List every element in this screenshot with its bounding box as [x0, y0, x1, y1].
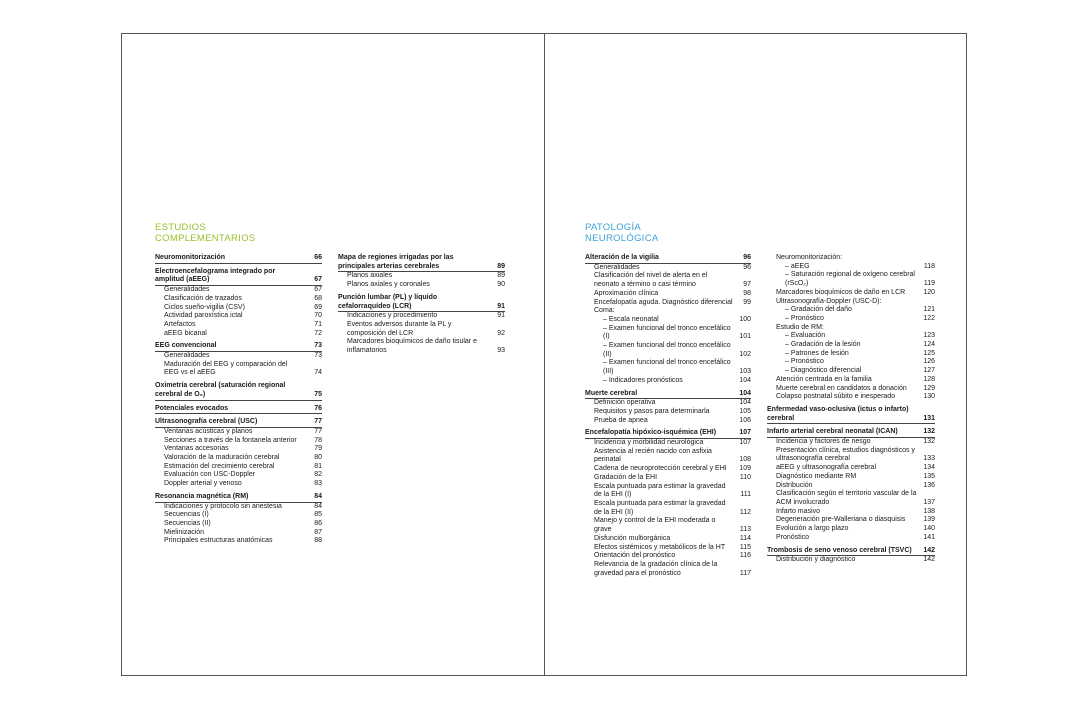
toc-section-heading: [767, 428, 935, 438]
toc-section-heading: [155, 405, 322, 415]
toc-page-number: 74: [314, 369, 322, 377]
toc-page-number: 139: [923, 516, 935, 524]
toc-entry-title: Doppler arterial y venoso: [164, 480, 242, 488]
toc-section-heading: [585, 254, 751, 264]
toc-entry: [338, 321, 505, 338]
toc-entry: [767, 464, 935, 473]
toc-entry-title: Muerte cerebral: [585, 389, 638, 397]
toc-entry-title: Colapso postnatal súbito e inesperado: [776, 393, 896, 401]
toc-page-number: 72: [314, 329, 322, 337]
toc-entry-title: Estudio de RM:: [776, 323, 824, 331]
toc-entry: [155, 352, 322, 361]
toc-entry-title: Principales estructuras anatómicas: [164, 537, 273, 545]
toc-entry: [585, 561, 751, 578]
toc-entry-title: Orientación del pronóstico: [594, 552, 676, 560]
toc-entry-title: Potenciales evocados: [155, 404, 229, 412]
toc-page-number: 107: [739, 429, 751, 437]
toc-entry-title: Incidencia y morbilidad neurológica: [594, 439, 704, 447]
toc-entry-title: Definición operativa: [594, 399, 656, 407]
section-title: [155, 222, 255, 244]
toc-entry: [155, 511, 322, 520]
toc-entry: [155, 437, 322, 446]
toc-page-number: 76: [314, 404, 322, 412]
toc-entry: [585, 465, 751, 474]
toc-section-heading: [338, 254, 505, 272]
toc-entry: [585, 552, 751, 561]
toc-entry: [585, 517, 751, 534]
section-title-line: ESTUDIOS: [155, 222, 206, 233]
toc-entry-title: Ultrasonografía cerebral (USC): [155, 418, 258, 426]
toc-entry: [767, 289, 935, 298]
toc-entry: [767, 556, 935, 565]
toc-page-number: 84: [314, 492, 322, 500]
toc-entry: [155, 295, 322, 304]
toc-page-number: 114: [739, 534, 751, 542]
toc-page-number: 104: [739, 399, 751, 407]
toc-entry: [767, 350, 935, 359]
toc-entry-title: Planos axiales y coronales: [347, 281, 430, 289]
toc-page-number: 118: [923, 262, 935, 270]
toc-page-number: 73: [314, 342, 322, 350]
toc-page-number: 86: [314, 519, 322, 527]
toc-entry: [585, 474, 751, 483]
toc-entry: [767, 324, 935, 333]
section-title-line: NEUROLÓGICA: [585, 233, 659, 244]
toc-entry-title: Infarto arterial cerebral neonatal (ICAN): [767, 428, 898, 436]
toc-entry: [767, 341, 935, 350]
toc-page-number: 93: [497, 347, 505, 355]
toc-entry-title: Electroencefalograma integrado por amplitud (aEEG): [155, 267, 276, 284]
toc-entry-title: Marcadores bioquímicos de daño tisular e inflamatorios: [347, 338, 477, 355]
toc-page-number: 120: [923, 288, 935, 296]
toc-entry: [585, 272, 751, 289]
toc-entry-title: Manejo y control de la EHI moderada o grave: [594, 517, 716, 534]
toc-entry-title: Trombosis de seno venoso cerebral (TSVC): [767, 546, 912, 554]
toc-page-number: 113: [739, 526, 751, 534]
toc-entry: [338, 281, 505, 290]
toc-entry: [767, 315, 935, 324]
toc-entry-title: Distribución: [776, 481, 813, 489]
toc-entry: [767, 438, 935, 447]
toc-entry: [767, 298, 935, 307]
toc-entry: [585, 535, 751, 544]
toc-entry-title: Artefactos: [164, 320, 196, 328]
toc-entry-title: Aproximación clínica: [594, 289, 659, 297]
toc-entry: [767, 376, 935, 385]
toc-entry-title: Secuencias (I): [164, 511, 209, 519]
toc-section-heading: [338, 294, 505, 312]
toc-page-number: 138: [923, 507, 935, 515]
toc-entry-title: Maduración del EEG y comparación del EEG vs el aEEG: [164, 360, 288, 377]
toc-section-heading: [155, 342, 322, 352]
toc-page-number: 107: [739, 439, 751, 447]
toc-page-number: 81: [314, 462, 322, 470]
toc-column: [767, 254, 935, 565]
toc-page-number: 100: [739, 315, 751, 323]
toc-page-number: 88: [314, 537, 322, 545]
toc-entry: [767, 490, 935, 507]
toc-page-number: 103: [739, 368, 751, 376]
toc-page-number: 141: [923, 533, 935, 541]
toc-entry: [155, 520, 322, 529]
toc-entry: [767, 263, 935, 272]
toc-entry-title: Escala puntuada para estimar la gravedad de la EHI (I): [594, 482, 726, 499]
toc-entry-title: Diagnóstico mediante RM: [776, 472, 857, 480]
section-title: [585, 222, 659, 244]
toc-page-number: 110: [739, 473, 751, 481]
toc-entry-title: Generalidades: [594, 263, 640, 271]
toc-page-number: 128: [923, 375, 935, 383]
toc-page-number: 77: [314, 427, 322, 435]
toc-entry: [338, 338, 505, 355]
toc-entry: [155, 529, 322, 538]
toc-entry-title: aEEG y ultrasonografía cerebral: [776, 464, 876, 472]
toc-entry-title: – Examen funcional del tronco encefálico (I): [603, 324, 731, 341]
toc-page-number: 134: [923, 464, 935, 472]
toc-section-heading: [767, 406, 935, 424]
toc-section-heading: [155, 268, 322, 286]
toc-entry-title: Mielinización: [164, 528, 205, 536]
toc-page-number: 132: [923, 438, 935, 446]
toc-entry-title: Eventos adversos durante la PL y composición del LCR: [347, 320, 452, 337]
toc-entry-title: Atención centrada en la familia: [776, 375, 872, 383]
right-page: [544, 33, 967, 676]
toc-entry: [585, 264, 751, 273]
toc-page-number: 132: [923, 428, 935, 436]
toc-entry: [767, 393, 935, 402]
toc-section-heading: [155, 382, 322, 400]
toc-entry-title: Valoración de la maduración cerebral: [164, 454, 280, 462]
toc-entry-title: – Evaluación: [785, 332, 826, 340]
toc-entry: [767, 271, 935, 288]
toc-entry-title: – Pronóstico: [785, 314, 824, 322]
toc-entry: [155, 503, 322, 512]
toc-page-number: 136: [923, 481, 935, 489]
toc-entry: [155, 428, 322, 437]
toc-entry-title: Distribución y diagnóstico: [776, 556, 856, 564]
toc-entry: [585, 500, 751, 517]
toc-entry-title: – Escala neonatal: [603, 315, 659, 323]
toc-page-number: 142: [923, 556, 935, 564]
toc-entry: [767, 447, 935, 464]
toc-entry-title: Estimación del crecimiento cerebral: [164, 462, 275, 470]
toc-entry-title: Evaluación con USC-Doppler: [164, 471, 256, 479]
toc-entry: [155, 312, 322, 321]
toc-entry-title: Incidencia y factores de riesgo: [776, 438, 871, 446]
toc-page-number: 82: [314, 471, 322, 479]
toc-page-number: 67: [314, 286, 322, 294]
toc-entry: [585, 290, 751, 299]
toc-entry-title: – Gradación de la lesión: [785, 341, 861, 349]
toc-entry: [155, 286, 322, 295]
toc-section-heading: [155, 254, 322, 264]
toc-entry-title: Generalidades: [164, 286, 210, 294]
toc-entry-title: Indicaciones y protocolo sin anestesia: [164, 502, 282, 510]
toc-page-number: 126: [923, 358, 935, 366]
toc-entry-title: Clasificación de trazados: [164, 294, 242, 302]
toc-entry-title: – Examen funcional del tronco encefálico (III): [603, 359, 731, 376]
left-page: [121, 33, 545, 676]
toc-page-number: 104: [739, 376, 751, 384]
toc-entry-title: Infarto masivo: [776, 507, 820, 515]
toc-page-number: 101: [739, 333, 751, 341]
toc-page-number: 96: [743, 263, 751, 271]
toc-entry-title: Ciclos sueño-vigilia (CSV): [164, 303, 245, 311]
toc-entry-title: Asistencia al recién nacido con asfixia perinatal: [594, 447, 712, 464]
toc-entry-title: Muerte cerebral en candidatos a donación: [776, 384, 907, 392]
toc-entry: [767, 385, 935, 394]
toc-page-number: 91: [497, 302, 505, 310]
toc-page-number: 127: [923, 367, 935, 375]
section-title-line: PATOLOGÍA: [585, 222, 642, 233]
toc-page-number: 105: [739, 407, 751, 415]
toc-entry-title: Requisitos y pasos para determinarla: [594, 407, 710, 415]
toc-page-number: 104: [739, 389, 751, 397]
toc-entry-title: Generalidades: [164, 352, 210, 360]
toc-page-number: 85: [314, 511, 322, 519]
toc-entry: [155, 304, 322, 313]
toc-entry: [767, 482, 935, 491]
toc-page-number: 91: [497, 312, 505, 320]
toc-page-number: 98: [743, 289, 751, 297]
toc-page-number: 97: [743, 281, 751, 289]
toc-entry: [585, 399, 751, 408]
toc-page-number: 122: [923, 314, 935, 322]
toc-entry-title: Oximetría cerebral (saturación regional cerebral de O₂): [155, 382, 286, 398]
toc-page-number: 69: [314, 303, 322, 311]
toc-entry: [155, 480, 322, 489]
toc-entry-title: – Saturación regional de oxígeno cerebral (rScO₂): [785, 271, 915, 288]
toc-entry: [767, 534, 935, 543]
toc-section-heading: [155, 493, 322, 503]
toc-entry: [767, 367, 935, 376]
toc-entry-title: Marcadores bioquímicos de daño en LCR: [776, 288, 906, 296]
toc-entry: [585, 417, 751, 426]
toc-entry-title: Actividad paroxística ictal: [164, 312, 243, 320]
toc-page-number: 102: [739, 350, 751, 358]
toc-entry-title: Pronóstico: [776, 533, 810, 541]
toc-page-number: 137: [923, 498, 935, 506]
toc-entry: [155, 463, 322, 472]
section-title-line: COMPLEMENTARIOS: [155, 233, 256, 244]
toc-entry-title: – Diagnóstico diferencial: [785, 367, 862, 375]
toc-entry: [767, 306, 935, 315]
toc-entry-title: Resonancia magnética (RM): [155, 492, 249, 500]
toc-page-number: 124: [923, 341, 935, 349]
toc-page-number: 80: [314, 454, 322, 462]
toc-entry-title: Cadena de neuroprotección cerebral y EHI: [594, 465, 727, 473]
toc-page-number: 89: [497, 272, 505, 280]
toc-entry: [767, 508, 935, 517]
toc-entry: [585, 439, 751, 448]
toc-page-number: 119: [923, 280, 935, 288]
toc-entry-title: Efectos sistémicos y metabólicos de la HT: [594, 543, 726, 551]
toc-entry-title: – Examen funcional del tronco encefálico (II): [603, 342, 731, 358]
toc-page-number: 108: [739, 456, 751, 464]
toc-entry-title: Alteración de la vigilia: [585, 254, 659, 261]
toc-page-number: 78: [314, 436, 322, 444]
toc-entry-title: aEEG bicanal: [164, 329, 207, 337]
toc-entry: [585, 307, 751, 316]
toc-page-number: 70: [314, 312, 322, 320]
toc-column: [338, 254, 505, 356]
toc-page-number: 125: [923, 349, 935, 357]
toc-page-number: 90: [497, 281, 505, 289]
toc-page-number: 75: [314, 390, 322, 398]
toc-entry-title: Relevancia de la gradación clínica de la gravedad para el pronóstico: [594, 560, 718, 577]
toc-entry-title: – Indicadores pronósticos: [603, 376, 683, 384]
toc-page-number: 140: [923, 525, 935, 533]
toc-entry-title: Planos axiales: [347, 272, 393, 280]
toc-entry: [585, 325, 751, 342]
toc-entry-title: Clasificación según el territorio vascular de la ACM involucrado: [776, 490, 917, 506]
toc-entry-title: Neuromonitorización: [155, 254, 226, 261]
toc-page-number: 121: [923, 306, 935, 314]
toc-entry: [155, 361, 322, 378]
toc-entry-title: Clasificación del nivel de alerta en el neonato a término o casi término: [594, 272, 708, 289]
toc-entry: [155, 445, 322, 454]
toc-entry: [767, 332, 935, 341]
toc-entry-title: Presentación clínica, estudios diagnósticos y ultrasonografía cerebral: [776, 446, 915, 463]
toc-entry-title: Encefalopatía hipóxico-isquémica (EHI): [585, 429, 717, 437]
toc-section-heading: [155, 418, 322, 428]
toc-entry-title: Prueba de apnea: [594, 416, 648, 424]
toc-page-number: 129: [923, 384, 935, 392]
toc-entry: [155, 471, 322, 480]
toc-entry: [767, 516, 935, 525]
toc-entry: [585, 544, 751, 553]
toc-entry-title: Degeneración pre-Walleriana o diasquisis: [776, 516, 906, 524]
toc-section-heading: [585, 390, 751, 400]
toc-page-number: 83: [314, 480, 322, 488]
toc-page-number: 133: [923, 455, 935, 463]
toc-entry: [338, 312, 505, 321]
toc-entry-title: – Patrones de lesión: [785, 349, 849, 357]
toc-column: [585, 254, 751, 578]
toc-page-number: 96: [743, 254, 751, 261]
toc-entry: [585, 299, 751, 308]
toc-entry-title: Coma:: [594, 307, 615, 315]
toc-page-number: 109: [739, 465, 751, 473]
toc-entry-title: Punción lumbar (PL) y líquido cefalorraquídeo (LCR): [338, 293, 438, 310]
toc-entry-title: Ventanas accesorias: [164, 445, 229, 453]
toc-entry-title: Encefalopatía aguda. Diagnóstico diferencial: [594, 298, 733, 306]
toc-entry: [767, 358, 935, 367]
toc-section-heading: [585, 429, 751, 439]
toc-entry-title: Secciones a través de la fontanela anterior: [164, 436, 297, 444]
toc-entry-title: Ultrasonografía-Doppler (USC-D):: [776, 297, 882, 305]
toc-page-number: 123: [923, 332, 935, 340]
toc-entry-title: Gradación de la EHI: [594, 473, 658, 481]
toc-page-number: 73: [314, 352, 322, 360]
toc-entry: [767, 254, 935, 263]
toc-column: [155, 254, 322, 546]
toc-entry: [155, 454, 322, 463]
toc-page-number: 77: [314, 418, 322, 426]
toc-page-number: 99: [743, 298, 751, 306]
toc-page-number: 71: [314, 320, 322, 328]
toc-page-number: 112: [739, 508, 751, 516]
toc-entry: [585, 316, 751, 325]
toc-entry-title: Escala puntuada para estimar la gravedad de la EHI (II): [594, 499, 726, 516]
toc-entry-title: EEG convencional: [155, 342, 217, 350]
toc-entry-title: Mapa de regiones irrigadas por las principales arterias cerebrales: [338, 254, 454, 270]
toc-entry: [585, 342, 751, 359]
toc-page-number: 117: [739, 569, 751, 577]
toc-entry: [585, 359, 751, 376]
toc-entry: [585, 408, 751, 417]
toc-entry: [767, 525, 935, 534]
toc-entry: [155, 321, 322, 330]
toc-entry: [585, 448, 751, 465]
toc-entry: [155, 537, 322, 546]
toc-page-number: 66: [314, 254, 322, 261]
toc-entry: [155, 330, 322, 339]
toc-page-number: 67: [314, 276, 322, 284]
toc-entry: [585, 483, 751, 500]
toc-entry: [338, 272, 505, 281]
toc-entry-title: – Pronóstico: [785, 358, 824, 366]
toc-page-number: 79: [314, 445, 322, 453]
toc-entry-title: Secuencias (II): [164, 519, 211, 527]
toc-page-number: 111: [740, 491, 751, 499]
toc-page-number: 92: [497, 329, 505, 337]
toc-entry-title: – aEEG: [785, 262, 810, 270]
toc-page-number: 131: [923, 414, 935, 422]
toc-entry-title: Enfermedad vaso-oclusiva (ictus o infarto) cerebral: [767, 405, 909, 422]
toc-page-number: 115: [739, 543, 751, 551]
toc-page-number: 142: [923, 546, 935, 554]
toc-page-number: 135: [923, 472, 935, 480]
toc-entry-title: Evolución a largo plazo: [776, 525, 849, 533]
toc-page-number: 106: [739, 416, 751, 424]
toc-entry-title: Neuromonitorización:: [776, 254, 843, 261]
toc-page-number: 68: [314, 294, 322, 302]
toc-page-number: 116: [739, 552, 751, 560]
toc-entry-title: Indicaciones y procedimiento: [347, 312, 438, 320]
toc-entry: [767, 473, 935, 482]
toc-page-number: 84: [314, 502, 322, 510]
toc-page-number: 89: [497, 262, 505, 270]
toc-page-number: 130: [923, 393, 935, 401]
toc-section-heading: [767, 547, 935, 557]
toc-entry-title: – Gradación del daño: [785, 306, 852, 314]
toc-entry-title: Ventanas acústicas y planos: [164, 427, 253, 435]
toc-entry: [585, 377, 751, 386]
toc-page-number: 87: [314, 528, 322, 536]
toc-entry-title: Disfunción multiorgánica: [594, 534, 671, 542]
